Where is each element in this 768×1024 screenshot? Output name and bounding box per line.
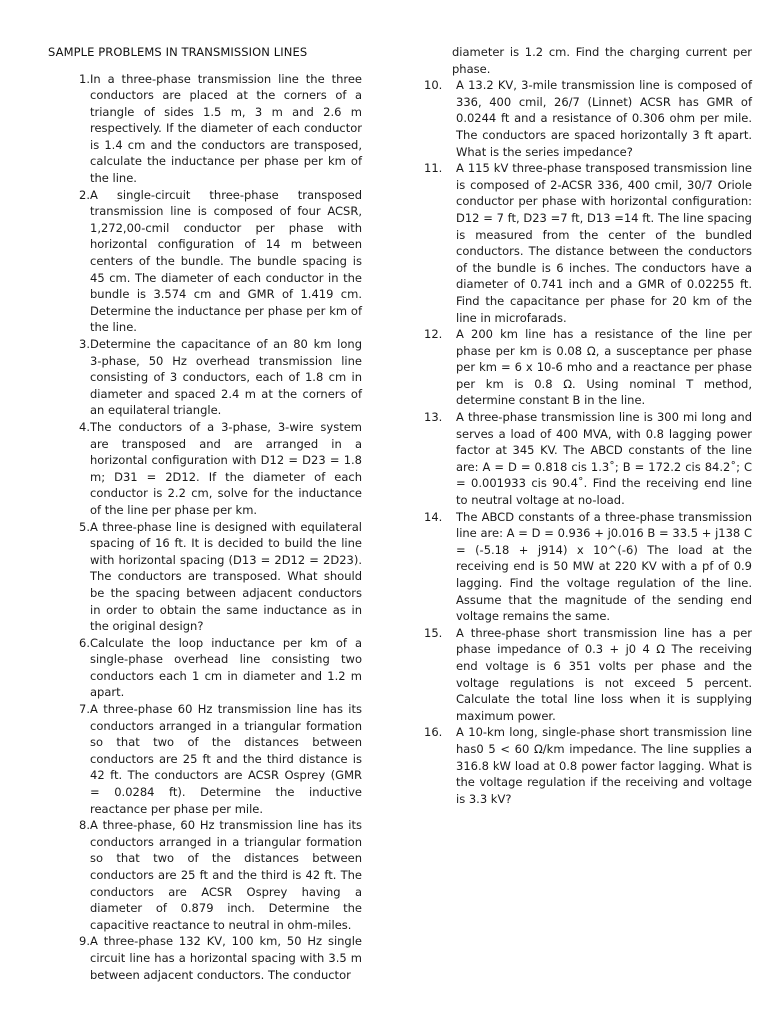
problem-number: 16. xyxy=(424,725,443,740)
problem-item xyxy=(424,409,752,509)
problem-text: The ABCD constants of a three-phase transmission line are: A = D = 0.936 + j0.016 B = 33.5 + j138 C = (-5.18 + j914) x 10^(-6) The load at the receiving end is 50 MW at 220 KV with a pf of 0.9 lagging. Find the voltage regulation of the line. Assume that the magnitude of the sending end voltage remains the same. xyxy=(456,509,752,624)
problem-item xyxy=(48,187,362,336)
problem-text: The conductors of a 3-phase, 3-wire system are transposed and are arranged in a horizontal configuration with D12 = D23 = 1.8 m; D31 = 2D12. If the diameter of each conductor is 2.2 cm, solve for the inductance of the line per phase per km. xyxy=(90,419,362,517)
problem-text: A single-circuit three-phase transposed transmission line is composed of four ACSR, 1,272,00-cmil conductor per phase with horizontal configuration of 14 m between centers of the bundle. The bundle spacing is 45 cm. The diameter of each conductor in the bundle is 3.574 cm and GMR of 1.419 cm. Determine the inductance per phase per km of the line. xyxy=(90,187,362,335)
problem-item xyxy=(424,724,752,807)
problem-number: 6. xyxy=(79,635,90,650)
problem-item xyxy=(48,701,362,817)
problem-number: 15. xyxy=(424,625,443,640)
problem-item xyxy=(424,625,752,725)
problem-number: 13. xyxy=(424,410,443,425)
problem-item xyxy=(424,509,752,625)
continued-text: diameter is 1.2 cm. Find the charging current per phase. xyxy=(452,45,752,76)
problem-number: 11. xyxy=(424,161,443,176)
problem-text: Calculate the loop inductance per km of a single-phase overhead line consisting two conductors each 1 cm in diameter and 1.2 m apart. xyxy=(90,635,362,700)
problem-text: A three-phase line is designed with equilateral spacing of 16 ft. It is decided to build the line with horizontal spacing (D13 = 2D12 = 2D23). The conductors are transposed. What should be the spacing between adjacent conductors in order to obtain the same inductance as in the original design? xyxy=(90,519,362,634)
problem-text: A three-phase, 60 Hz transmission line has its conductors arranged in a triangular formation so that two of the distances between conductors are 25 ft and the third is 42 ft. The conductors are ACSR Osprey having a diameter of 0.879 inch. Determine the capacitive reactance to neutral in ohm-miles. xyxy=(90,818,362,932)
problem-number: 14. xyxy=(424,509,443,524)
problem-text: A 115 kV three-phase transposed transmission line is composed of 2-ACSR 336, 400 cmil, 30/7 Oriole conductor per phase with horizontal configuration: D12 = 7 ft, D23 =7 ft, D13 =14 ft. The line spacing is measured from the center of the bundled conductors. The distance between the conductors of the bundle is 6 inches. The conductors have a diameter of 0.741 inch and a GMR of 0.02255 ft. Find the capacitance per phase for 20 km of the line in microfarads. xyxy=(456,161,752,325)
problem-item xyxy=(48,519,362,635)
problem-item xyxy=(48,817,362,933)
problem-number: 5. xyxy=(79,519,90,534)
problem-item xyxy=(424,77,752,160)
problem-item xyxy=(48,635,362,701)
problem-text: A 10-km long, single-phase short transmission line has0 5 < 60 Ω/km impedance. The line supplies a 316.8 kW load at 0.8 power factor lagging. What is the voltage regulation if the receiving and voltage is 3.3 kV? xyxy=(456,725,752,806)
problem-number: 3. xyxy=(79,337,90,351)
problem-number: 12. xyxy=(424,327,443,342)
problem-number: 2. xyxy=(79,187,90,202)
problem-item xyxy=(48,336,362,419)
problem-item xyxy=(424,326,752,409)
problem-number: 8. xyxy=(79,818,90,833)
right-column xyxy=(424,44,752,807)
problem-item xyxy=(48,71,362,187)
problem-item xyxy=(48,933,362,983)
problem-number: 7. xyxy=(79,702,90,717)
problem-text: A three-phase 132 KV, 100 km, 50 Hz single circuit line has a horizontal spacing with 3.5 m between adjacent conductors. The conductor xyxy=(90,934,362,982)
problem-text: A 200 km line has a resistance of the line per phase per km is 0.08 Ω, a susceptance per phase per km = 6 x 10-6 mho and a reactance per phase per km is 0.8 Ω. Using nominal T method, determine constant B in the line. xyxy=(456,327,752,408)
problem-text: Determine the capacitance of an 80 km long 3-phase, 50 Hz overhead transmission line consisting of 3 conductors, each of 1.8 cm in diameter and spaced 2.4 m at the corners of an equilateral triangle. xyxy=(90,337,362,418)
problem-number: 9. xyxy=(79,934,90,949)
problem-text: A 13.2 KV, 3-mile transmission line is composed of 336, 400 cmil, 26/7 (Linnet) ACSR has GMR of 0.0244 ft and a resistance of 0.306 ohm per mile. The conductors are spaced horizontally 3 ft apart. What is the series impedance? xyxy=(456,78,752,159)
problem-item xyxy=(424,160,752,326)
problem-list-right xyxy=(424,77,752,807)
problem-text: In a three-phase transmission line the three conductors are placed at the corners of a triangle of sides 1.5 m, 3 m and 2.6 m respectively. If the diameter of each conductor is 1.4 cm and the conductors are transposed, calculate the inductance per phase per km of the line. xyxy=(90,71,362,186)
left-column xyxy=(48,44,362,983)
problem-number: 4. xyxy=(79,419,90,434)
problem-text: A three-phase transmission line is 300 mi long and serves a load of 400 MVA, with 0.8 lagging power factor at 345 KV. The ABCD constants of the line are: A = D = 0.818 cis 1.3˚; B = 172.2 cis 84.2˚; C = 0.001933 cis 90.4˚. Find the receiving end line to neutral voltage at no-load. xyxy=(456,410,752,508)
page-title: SAMPLE PROBLEMS IN TRANSMISSION LINES xyxy=(48,45,308,59)
problem-number: 10. xyxy=(424,78,443,93)
problem-item xyxy=(48,419,362,519)
problem-list-left xyxy=(48,71,362,984)
problem-number: 1. xyxy=(79,71,90,86)
problem-text: A three-phase 60 Hz transmission line has its conductors arranged in a triangular formation so that two of the distances between conductors are 25 ft and the third distance is 42 ft. The conductors are ACSR Osprey (GMR = 0.0284 ft). Determine the inductive reactance per phase per mile. xyxy=(90,702,362,816)
problem-text: A three-phase short transmission line has a per phase impedance of 0.3 + j0 4 Ω The receiving end voltage is 6 351 volts per phase and the voltage regulations is not exceed 5 percent. Calculate the total line loss when it is supplying maximum power. xyxy=(456,625,752,723)
